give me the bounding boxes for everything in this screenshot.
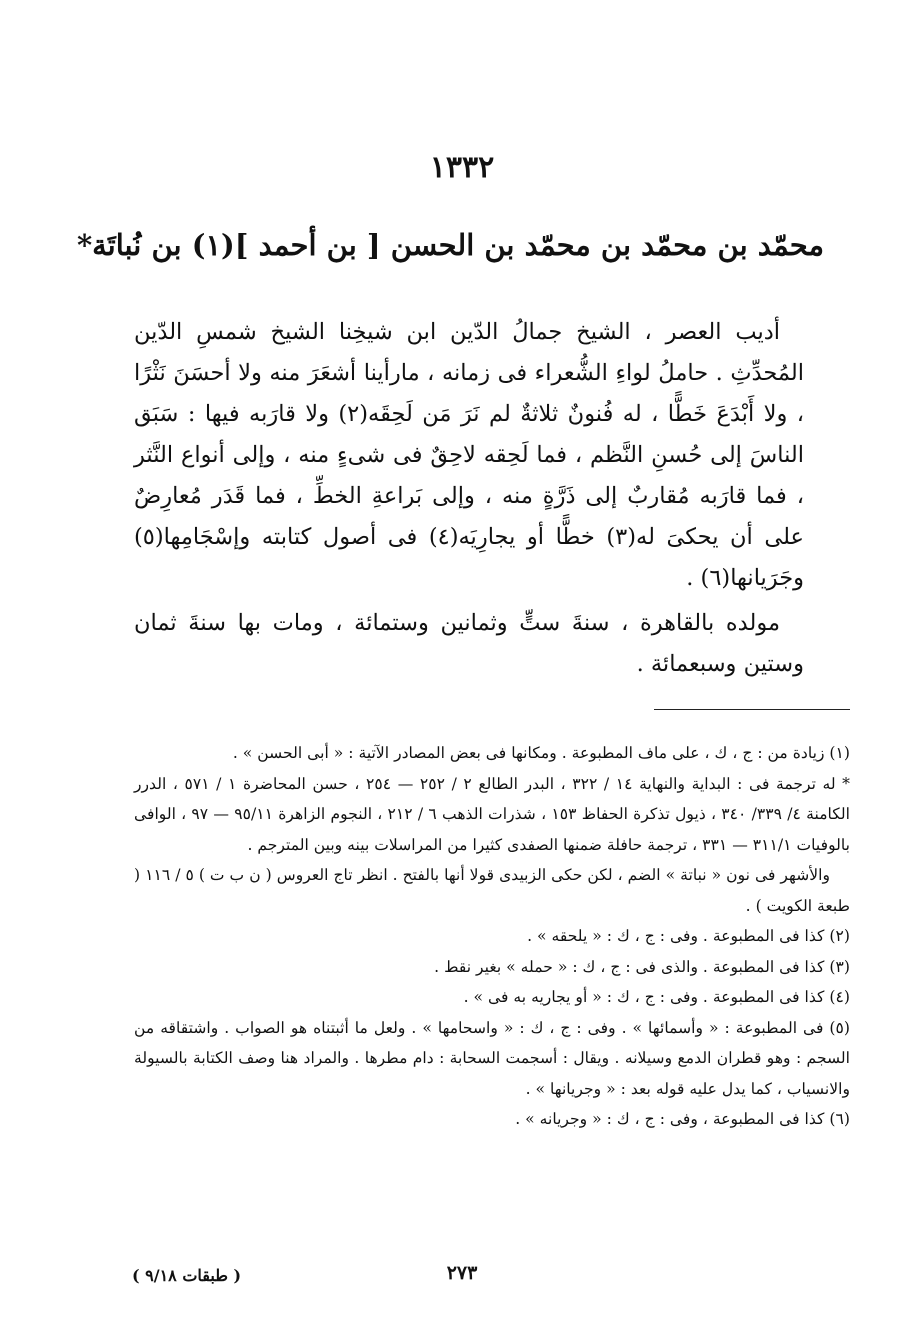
footnote: (١) زيادة من : ج ، ك ، على ماف المطبوعة . ومكانها فى بعض المصادر الآتية : « أبى الحسن » . [232,744,850,762]
footnote: (٣) كذا فى المطبوعة . والذى فى : ج ، ك : « حمله » بغير نقط . [434,957,850,976]
page-number: ٢٧٣ [446,1262,478,1284]
footnote: (٦) كذا فى المطبوعة ، وفى : ج ، ك : « وجريانه » . [515,1110,850,1128]
footnotes [134,738,850,1135]
footnote: (٢) كذا فى المطبوعة . وفى : ج ، ك : « يلحقه » . [527,927,850,945]
footnote: (٥) فى المطبوعة : « وأسمائها » . وفى : ج ، ك : « واسحامها » . ولعل ما أثبتناه هو الصواب . واشتقاقه من السجم : وهو قطران الدمع وسيلانه . ويقال : أسجمت السحابة : دام مطرها . والمراد هنا وصف الكتابة بالسيولة والانسياب ، كما يدل عليه قوله بعد : « وجريانها » . [134,1018,850,1098]
footnote-separator [654,709,850,710]
biography-text [134,312,804,685]
footnote: * له ترجمة فى : البداية والنهاية ١٤ / ٣٢٢ ، البدر الطالع ٢ / ٢٥٢ — ٢٥٤ ، حسن المحاضرة ١ / ٥٧١ ، الدرر الكامنة ٤/ ٣٣٩/ ٣٤٠ ، ذيول تذكرة الحفاظ ١٥٣ ، شذرات الذهب ٦ / ٢١٢ ، النجوم الزاهرة ٩٥/١١ — ٩٧ ، الوافى بالوفيات ٣١١/١ — ٣٣١ ، ترجمة حافلة ضمنها الصفدى كثيرا من المراسلات بينه وبين المترجم . [134,774,850,854]
entry-number: ١٣٣٢ [429,150,495,185]
biography-paragraph: أديب العصر ، الشيخ جمالُ الدّين ابن شيخِنا الشيخ شمسِ الدّين المُحدِّثِ . حاملُ لواءِ الشُّعراء فى زمانه ، مارأينا أشعَرَ منه ولا أحسَنَ نَثْرًا ، ولا أَبْدَعَ خَطًّا ، له فُنونٌ ثلاثةٌ لم نَرَ مَن لَحِقَه(٢) ولا قارَبه فيها : سَبَق الناسَ إلى حُسنِ النَّظم ، فما لَحِقه لاحِقٌ فى شىءٍ منه ، وإلى أنواع النَّثر ، فما قارَبه مُقاربٌ إلى ذَرَّةٍ منه ، وإلى بَراعةِ الخطِّ ، فما قَدَر مُعارِضٌ على أن يحكىَ له(٣) خطًّا أو يجارِيَه(٤) فى أصول كتابته وإسْجَامِها(٥) وجَرَيانها(٦) . [134,319,805,591]
biography-paragraph: مولده بالقاهرة ، سنةَ ستٍّ وثمانين وستمائة ، ومات بها سنةَ ثمان وستين وسبعمائة . [134,610,804,677]
entry-title: محمّد بن محمّد بن محمّد بن الحسن [ بن أحمد ](١) بن نُباتَة* [76,228,824,262]
footnote: والأشهر فى نون « نباتة » الضم ، لكن حكى الزبيدى قولا أنها بالفتح . انظر تاج العروس ( ن ب ت ) ٥ / ١١٦ ( طبعة الكويت ) . [134,866,850,915]
footnote: (٤) كذا فى المطبوعة . وفى : ج ، ك : « أو يجاريه به فى » . [463,988,850,1006]
signature-mark: ( طبقات ٩/١٨ ) [132,1266,242,1285]
